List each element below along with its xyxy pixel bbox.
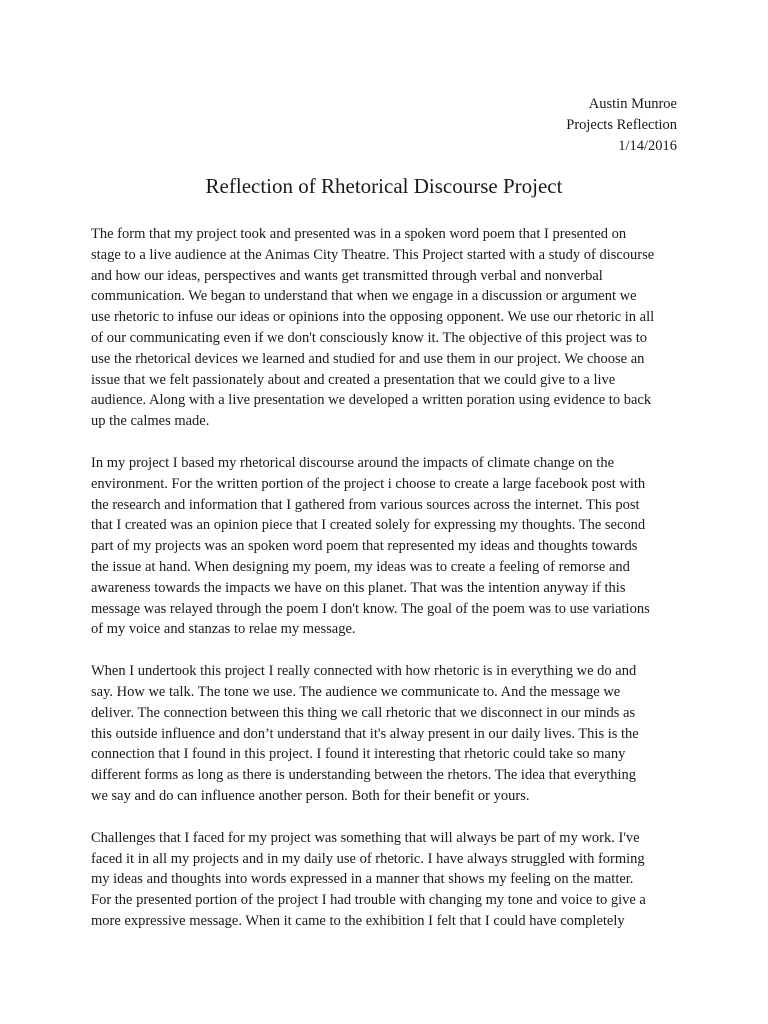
text-line: environment. For the written portion of the project i choose to create a large facebook post with: [91, 475, 646, 492]
text-line: more expressive message. When it came to the exhibition I felt that I could have completely: [91, 912, 625, 929]
author-name: Austin Munroe: [588, 96, 677, 112]
paragraph: [91, 828, 681, 932]
text-line: of my voice and stanzas to relae my message.: [91, 621, 356, 638]
text-line: The form that my project took and presented was in a spoken word poem that I presented on: [91, 226, 627, 242]
paragraph: [91, 224, 681, 432]
text-line: communication. We began to understand that when we engage in a discussion or argument we: [91, 288, 637, 305]
course-name: Projects Reflection: [566, 117, 677, 133]
text-line: faced it in all my projects and in my daily use of rhetoric. I have always struggled with forming: [91, 850, 645, 867]
text-line: of our communicating even if we don't consciously know it. The objective of this project was to: [91, 329, 648, 346]
text-line: we say and do can influence another person. Both for their benefit or yours.: [91, 787, 530, 804]
text-line: Challenges that I faced for my project was something that will always be part of my work. I've: [91, 829, 640, 846]
text-line: the issue at hand. When designing my poem, my ideas was to create a feeling of remorse and: [91, 558, 630, 575]
document-date: 1/14/2016: [618, 138, 677, 154]
text-line: use rhetoric to infuse our ideas or opinions into the opposing opponent. We use our rhetoric in all: [91, 309, 655, 326]
text-line: connection that I found in this project. I found it interesting that rhetoric could take so many: [91, 746, 626, 763]
text-line: message was relayed through the poem I don't know. The goal of the poem was to use variations: [91, 600, 650, 617]
header-block: [566, 94, 677, 157]
body-text: [91, 224, 681, 953]
text-line: In my project I based my rhetorical discourse around the impacts of climate change on the: [91, 454, 615, 471]
text-line: that I created was an opinion piece that I created solely for expressing my thoughts. The second: [91, 517, 646, 534]
paragraph: [91, 453, 681, 640]
text-line: stage to a live audience at the Animas City Theatre. This Project started with a study of discourse: [91, 246, 655, 263]
text-line: deliver. The connection between this thing we call rhetoric that we disconnect in our minds as: [91, 704, 636, 721]
paragraph: [91, 661, 681, 807]
text-line: issue that we felt passionately about and created a presentation that we could give to a live: [91, 371, 616, 388]
text-line: my ideas and thoughts into words expressed in a manner that shows my feeling on the matter.: [91, 871, 634, 888]
text-line: the research and information that I gathered from various sources across the internet. This post: [91, 496, 640, 513]
text-line: When I undertook this project I really connected with how rhetoric is in everything we do and: [91, 663, 637, 680]
text-line: part of my projects was an spoken word poem that represented my ideas and thoughts towards: [91, 538, 638, 555]
document-title: Reflection of Rhetorical Discourse Project: [205, 174, 563, 198]
text-line: use the rhetorical devices we learned and studied for and use them in our project. We choose an: [91, 350, 645, 367]
text-line: awareness towards the impacts we have on this planet. That was the intention anyway if this: [91, 579, 626, 596]
text-line: say. How we talk. The tone we use. The audience we communicate to. And the message we: [91, 683, 621, 700]
text-line: audience. Along with a live presentation we developed a written poration using evidence to back: [91, 392, 652, 409]
text-line: this outside influence and don’t understand that it's alway present in our daily lives. This is the: [91, 725, 639, 742]
text-line: up the calmes made.: [91, 413, 210, 430]
text-line: different forms as long as there is understanding between the rhetors. The idea that everything: [91, 767, 637, 784]
text-line: and how our ideas, perspectives and wants get transmitted through verbal and nonverbal: [91, 267, 603, 284]
text-line: For the presented portion of the project I had trouble with changing my tone and voice to give a: [91, 892, 646, 909]
